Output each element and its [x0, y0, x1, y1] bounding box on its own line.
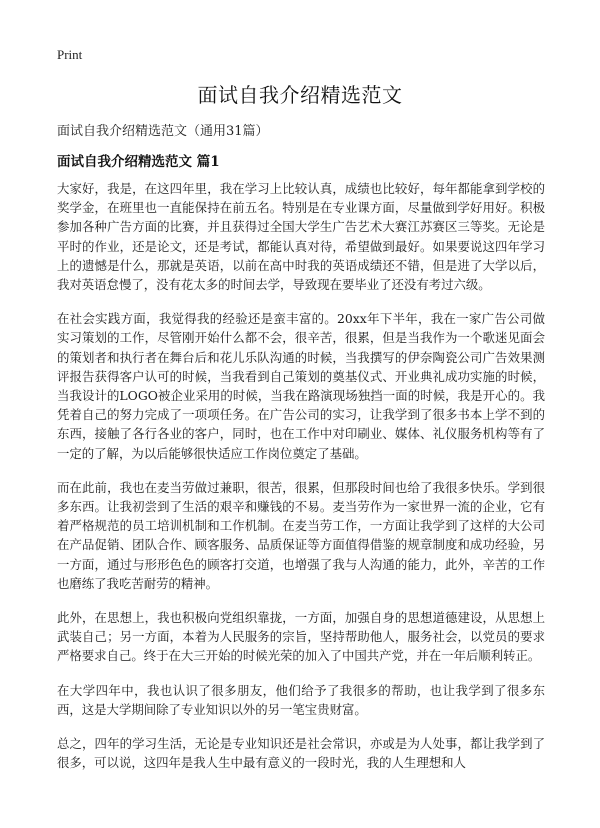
document-body	[57, 179, 545, 787]
paragraph: 此外，在思想上，我也积极向党组织靠拢，一方面，加强自身的思想道德建设，从思想上武装自己；另一方面，本着为人民服务的宗旨，坚持帮助他人，服务社会，以党员的要求严格要求自己。终于在大三开始的时候光荣的加入了中国共产党，并在一年后顺利转正。	[57, 610, 545, 664]
document-title: 面试自我介绍精选范文	[197, 83, 403, 107]
paragraph: 在社会实践方面，我觉得我的经验还是蛮丰富的。20xx年下半年，我在一家广告公司做实习策划的工作，尽管刚开始什么都不会，很辛苦，很累，但是当我作为一个歌迷见面会的策划者和执行者在舞台后和花儿乐队沟通的时候，当我撰写的伊奈陶瓷公司广告效果测评报告获得客户认可的时候，当我看到自己策划的奠基仪式、开业典礼成功实施的时候，当我设计的LOGO被企业采用的时候，当我在路演现场独挡一面的时候，我是开心的。我凭着自己的努力完成了一项项任务。在广告公司的实习，让我学到了很多书本上学不到的东西，接触了各行各业的客户，同时，也在工作中对印刷业、媒体、礼仪服务机构等有了一定的了解，为以后能够很快适应工作岗位奠定了基础。	[57, 311, 545, 461]
paragraph: 总之，四年的学习生活，无论是专业知识还是社会常识，亦或是为人处事，都让我学到了很多，可以说，这四年是我人生中最有意义的一段时光，我的人生理想和人	[57, 736, 545, 771]
paragraph: 在大学四年中，我也认识了很多朋友，他们给予了我很多的帮助，也让我学到了很多东西，这是大学期间除了专业知识以外的另一笔宝贵财富。	[57, 682, 545, 717]
paragraph: 而在此前，我也在麦当劳做过兼职，很苦，很累，但那段时间也给了我很多快乐。学到很多东西。让我初尝到了生活的艰辛和赚钱的不易。麦当劳作为一家世界一流的企业，它有着严格规范的员工培训机制和工作机制。在麦当劳工作，一方面让我学到了这样的大公司在产品促销、团队合作、顾客服务、品质保证等方面值得借鉴的规章制度和成功经验，另一方面，通过与形形色色的顾客打交道，也增强了我与人沟通的能力，此外，辛苦的工作也磨练了我吃苦耐劳的精神。	[57, 479, 545, 591]
print-link[interactable]: Print	[57, 47, 83, 62]
section-heading: 面试自我介绍精选范文 篇1	[57, 154, 220, 170]
paragraph: 大家好，我是，在这四年里，我在学习上比较认真，成绩也比较好，每年都能拿到学校的奖学金，在班里也一直能保持在前五名。特别是在专业课方面，尽量做到学好用好。积极参加各种广告方面的比赛，并且获得过全国大学生广告艺术大赛江苏赛区三等奖。无论是平时的作业，还是论文，还是考试，都能认真对待，希望做到最好。如果要说这四年学习上的遗憾是什么，那就是英语，以前在高中时我的英语成绩还不错，但是进了大学以后，我对英语怠慢了，没有花太多的时间去学，导致现在要毕业了还没有考过六级。	[57, 181, 545, 293]
document-subtitle: 面试自我介绍精选范文（通用31篇）	[57, 124, 269, 139]
